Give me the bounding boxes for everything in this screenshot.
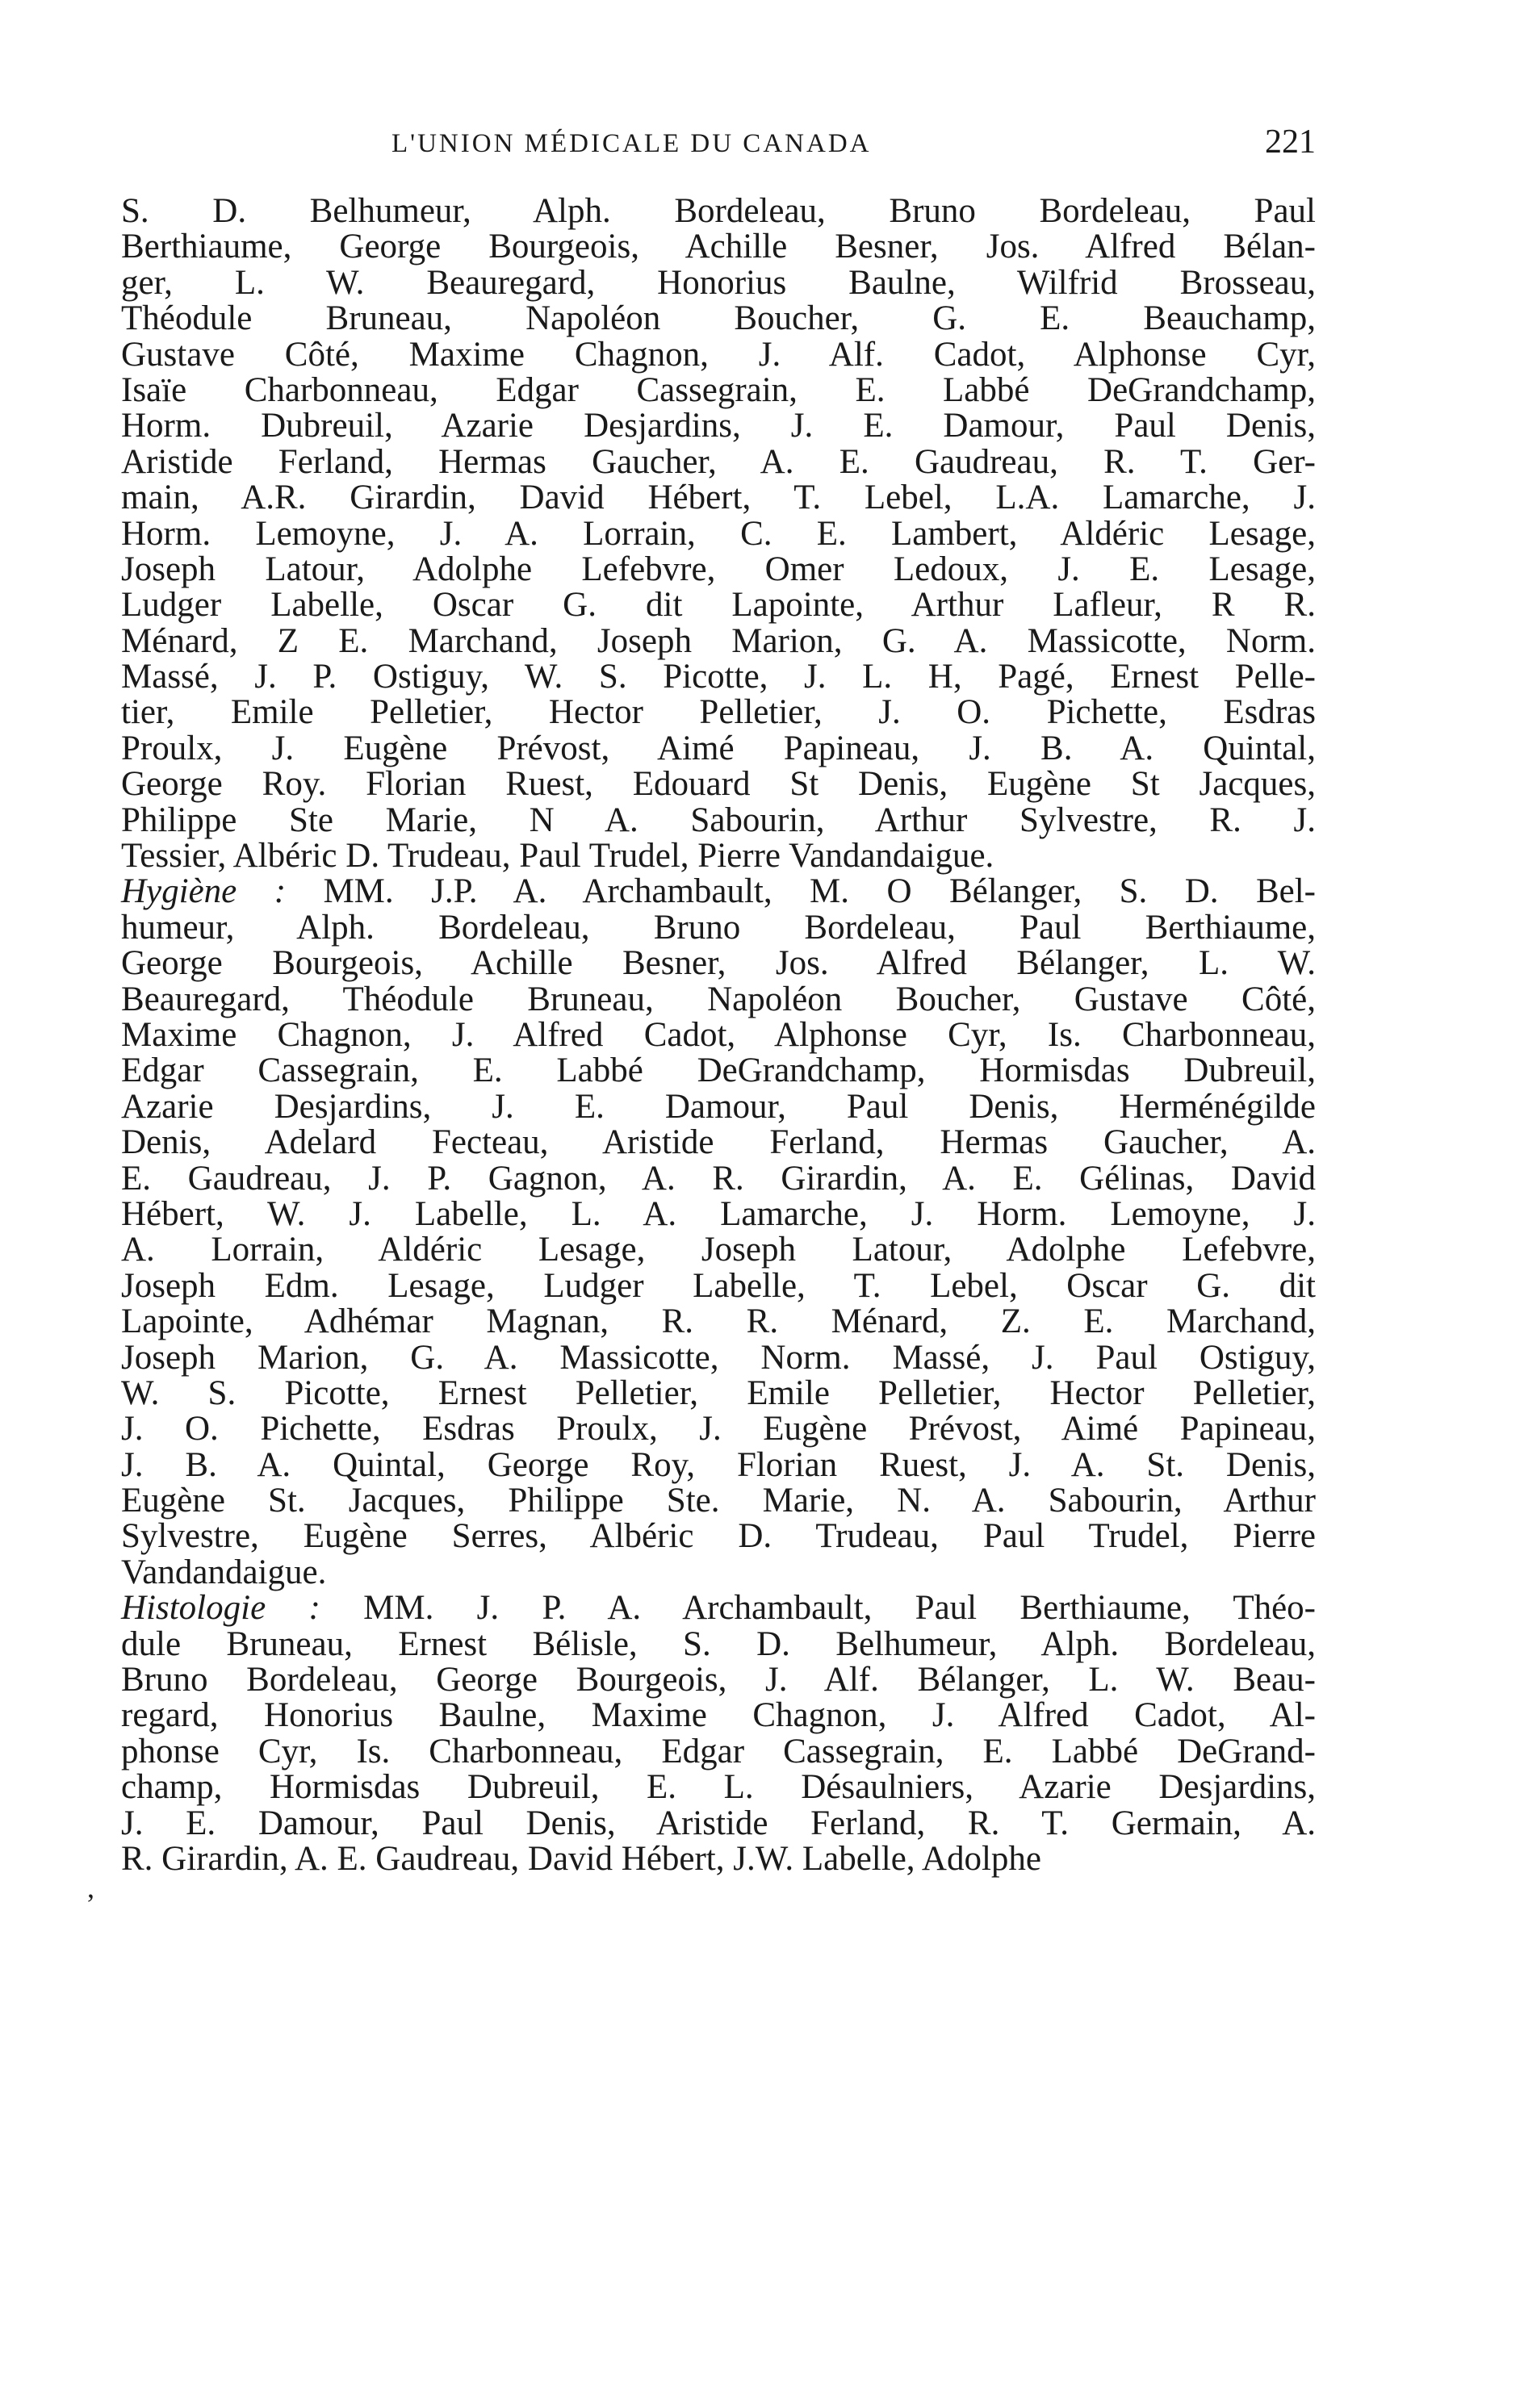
line-text: Aristide Ferland, Hermas Gaucher, A. E. Gaudreau, R. T. Ger- [121, 442, 1316, 481]
text-line [121, 1373, 1316, 1412]
line-text: George Roy. Florian Ruest, Edouard St Denis, Eugène St Jacques, [121, 765, 1316, 804]
line-text: Ludger Labelle, Oscar G. dit Lapointe, Arthur Lafleur, R R. [121, 586, 1316, 625]
line-text: Gustave Côté, Maxime Chagnon, J. Alf. Cadot, Alphonse Cyr, [121, 335, 1316, 374]
line-text: MM. J. P. A. Archambault, Paul Berthiaume, Théo- [320, 1589, 1316, 1628]
text-line [121, 1194, 1316, 1233]
text-line [121, 587, 1316, 623]
text-line [121, 1591, 1316, 1626]
text-line [121, 910, 1316, 946]
text-line [121, 1445, 1316, 1484]
line-text: Azarie Desjardins, J. E. Damour, Paul Denis, Herménégilde [121, 1087, 1316, 1126]
text-line [121, 1125, 1316, 1160]
line-text: Ménard, Z E. Marchand, Joseph Marion, G. A. Massicotte, Norm. [121, 621, 1316, 660]
text-line [121, 1053, 1316, 1089]
line-text: dule Bruneau, Ernest Bélisle, S. D. Belhumeur, Alph. Bordeleau, [121, 1624, 1316, 1663]
line-text: MM. J.P. A. Archambault, M. O Bélanger, S. D. Bel- [286, 872, 1316, 911]
text-line [121, 1734, 1316, 1770]
text-line [121, 301, 1316, 337]
line-text: Denis, Adelard Fecteau, Aristide Ferland, Hermas Gaucher, A. [121, 1123, 1316, 1162]
text-line [121, 552, 1316, 587]
body-text [121, 194, 1316, 1877]
line-text: Vandandaigue. [121, 1553, 327, 1591]
line-text: humeur, Alph. Bordeleau, Bruno Bordeleau, Paul Berthiaume, [121, 908, 1316, 947]
line-text: Beauregard, Théodule Bruneau, Napoléon Boucher, Gustave Côté, [121, 980, 1316, 1018]
margin-mark: , [87, 1871, 94, 1904]
line-text: Massé, J. P. Ostiguy, W. S. Picotte, J. L. H, Pagé, Ernest Pelle- [121, 658, 1316, 696]
line-text: Bruno Bordeleau, George Bourgeois, J. Alf. Bélanger, L. W. Beau- [121, 1661, 1316, 1699]
line-text: J. E. Damour, Paul Denis, Aristide Ferland, R. T. Germain, A. [121, 1804, 1316, 1842]
text-line [121, 838, 1316, 874]
text-line [121, 1266, 1316, 1305]
text-line [121, 1839, 1316, 1878]
line-text: Philippe Ste Marie, N A. Sabourin, Arthur Sylvestre, R. J. [121, 801, 1316, 839]
text-line [121, 1161, 1316, 1197]
text-line [121, 659, 1316, 695]
line-text: Joseph Latour, Adolphe Lefebvre, Omer Ledoux, J. E. Lesage, [121, 550, 1316, 588]
line-text: regard, Honorius Baulne, Maxime Chagnon, J. Alfred Cadot, Al- [121, 1696, 1316, 1735]
line-text: Eugène St. Jacques, Philippe Ste. Marie, N. A. Sabourin, Arthur [121, 1482, 1316, 1520]
text-line [121, 194, 1316, 229]
text-line [121, 442, 1316, 481]
line-text: Horm. Dubreuil, Azarie Desjardins, J. E. Damour, Paul Denis, [121, 407, 1316, 445]
line-text: Isaïe Charbonneau, Edgar Cassegrain, E. Labbé DeGrandchamp, [121, 370, 1316, 409]
text-line [121, 1304, 1316, 1340]
line-text: Maxime Chagnon, J. Alfred Cadot, Alphonse Cyr, Is. Charbonneau, [121, 1015, 1316, 1054]
text-line [121, 265, 1316, 301]
line-text: Sylvestre, Eugène Serres, Albéric D. Trudeau, Paul Trudel, Pierre [121, 1517, 1316, 1556]
text-line [121, 1483, 1316, 1519]
line-text: J. B. A. Quintal, George Roy, Florian Ruest, J. A. St. Denis, [121, 1445, 1316, 1484]
line-text: J. O. Pichette, Esdras Proulx, J. Eugène Prévost, Aimé Papineau, [121, 1410, 1316, 1449]
line-text: phonse Cyr, Is. Charbonneau, Edgar Cassegrain, E. Labbé DeGrand- [121, 1732, 1316, 1770]
line-text: tier, Emile Pelletier, Hector Pelletier, J. O. Pichette, Esdras [121, 693, 1316, 732]
section-heading: Histologie : [121, 1589, 320, 1628]
line-text: W. S. Picotte, Ernest Pelletier, Emile Pelletier, Hector Pelletier, [121, 1373, 1316, 1412]
text-line [121, 1089, 1316, 1125]
section-heading: Hygiène : [121, 872, 287, 911]
text-line [121, 516, 1316, 552]
text-line [121, 337, 1316, 373]
text-line [121, 874, 1316, 909]
text-line [121, 695, 1316, 730]
line-text: E. Gaudreau, J. P. Gagnon, A. R. Girardin, A. E. Gélinas, David [121, 1159, 1316, 1198]
text-line [121, 1015, 1316, 1054]
text-line [121, 1519, 1316, 1554]
text-line [121, 767, 1316, 802]
text-line [121, 621, 1316, 660]
text-line [121, 1770, 1316, 1805]
line-text: Horm. Lemoyne, J. A. Lorrain, C. E. Lambert, Aldéric Lesage, [121, 514, 1316, 553]
line-text: champ, Hormisdas Dubreuil, E. L. Désaulniers, Azarie Desjardins, [121, 1768, 1316, 1807]
text-line [121, 370, 1316, 409]
running-head [121, 121, 1316, 169]
text-line [121, 408, 1316, 444]
text-line [121, 1806, 1316, 1842]
text-line [121, 229, 1316, 265]
line-text: Hébert, W. J. Labelle, L. A. Lamarche, J. Horm. Lemoyne, J. [121, 1194, 1316, 1233]
text-line [121, 946, 1316, 981]
text-line [121, 1698, 1316, 1733]
line-text: George Bourgeois, Achille Besner, Jos. Alfred Bélanger, L. W. [121, 944, 1316, 983]
text-line [121, 1662, 1316, 1698]
line-text: Edgar Cassegrain, E. Labbé DeGrandchamp, Hormisdas Dubreuil, [121, 1051, 1316, 1090]
text-line [121, 1232, 1316, 1268]
line-text: Tessier, Albéric D. Trudeau, Paul Trudel, Pierre Vandandaigue. [121, 837, 994, 876]
text-line [121, 1411, 1316, 1447]
text-line [121, 480, 1316, 516]
line-text: Théodule Bruneau, Napoléon Boucher, G. E. Beauchamp, [121, 299, 1316, 338]
line-text: Lapointe, Adhémar Magnan, R. R. Ménard, Z. E. Marchand, [121, 1302, 1316, 1341]
line-text: main, A.R. Girardin, David Hébert, T. Lebel, L.A. Lamarche, J. [121, 479, 1316, 517]
line-text: Joseph Marion, G. A. Massicotte, Norm. Massé, J. Paul Ostiguy, [121, 1338, 1316, 1377]
line-text: ger, L. W. Beauregard, Honorius Baulne, Wilfrid Brosseau, [121, 263, 1316, 302]
page-number: 221 [1265, 123, 1316, 161]
line-text: A. Lorrain, Aldéric Lesage, Joseph Latour, Adolphe Lefebvre, [121, 1231, 1316, 1269]
line-text: R. Girardin, A. E. Gaudreau, David Hébert, J.W. Labelle, Adolphe [121, 1839, 1042, 1878]
line-text: S. D. Belhumeur, Alph. Bordeleau, Bruno Bordeleau, Paul [121, 192, 1316, 230]
text-line [121, 1340, 1316, 1376]
text-line [121, 1555, 1316, 1591]
line-text: Joseph Edm. Lesage, Ludger Labelle, T. Lebel, Oscar G. dit [121, 1266, 1316, 1305]
running-title: L'UNION MÉDICALE DU CANADA [391, 129, 872, 158]
text-line [121, 803, 1316, 838]
text-line [121, 1624, 1316, 1663]
line-text: Berthiaume, George Bourgeois, Achille Besner, Jos. Alfred Bélan- [121, 228, 1316, 266]
line-text: Proulx, J. Eugène Prévost, Aimé Papineau, J. B. A. Quintal, [121, 729, 1316, 767]
text-line [121, 731, 1316, 767]
text-line [121, 982, 1316, 1018]
